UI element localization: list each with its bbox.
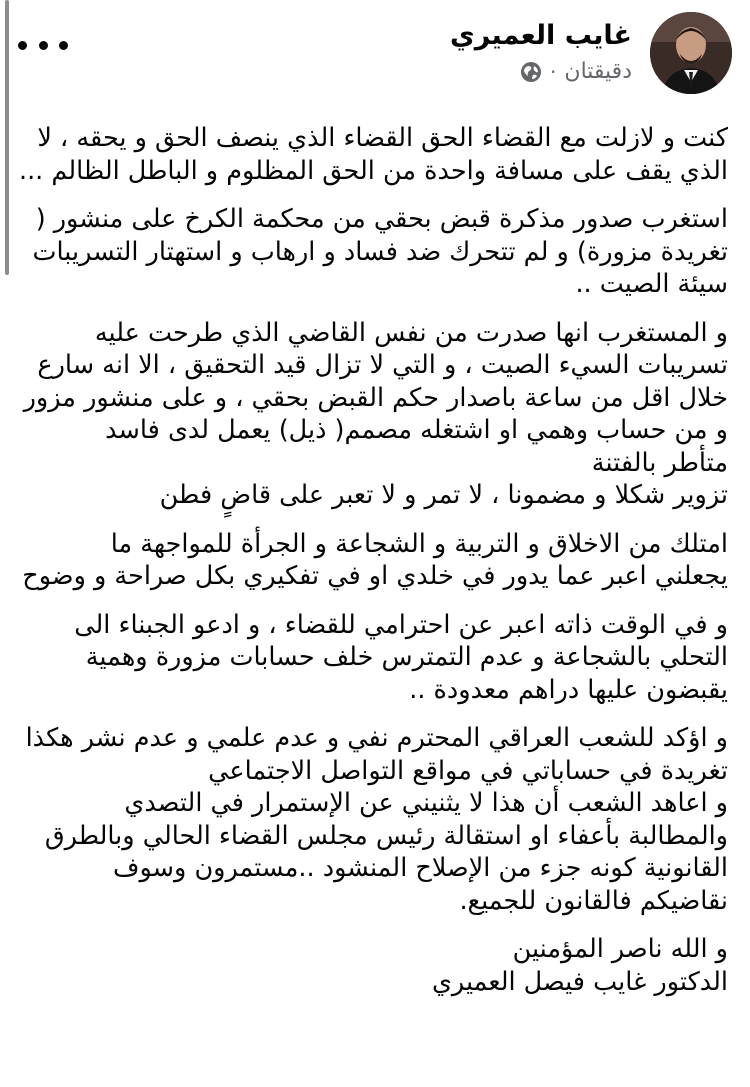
text-line: تزوير شكلا و مضمونا ، لا تمر و لا تعبر على قاضٍ فطن <box>159 480 728 510</box>
text-line: امتلك من الاخلاق و التربية و الشجاعة و الجرأة للمواجهة ما <box>110 528 728 559</box>
post-time[interactable]: دقيقتان <box>564 59 632 84</box>
more-horizontal-icon <box>59 41 68 50</box>
paragraph-3 <box>18 317 728 512</box>
author-block <box>450 18 632 86</box>
text-line: يجعلني اعبر عما يدور في خلدي او في تفكيري بكل صراحة و وضوح <box>22 561 728 591</box>
signature: الدكتور غايب فيصل العميري <box>431 966 728 997</box>
text-line: يقبضون عليها دراهم معدودة .. <box>409 674 728 705</box>
more-dot <box>39 41 48 50</box>
post-meta <box>450 58 632 86</box>
text-line: تغريدة مزورة) و لم تتحرك ضد فساد و ارهاب و استهتار التسريبات <box>32 236 728 267</box>
paragraph-7 <box>18 933 728 998</box>
text-line: و اعاهد الشعب أن هذا لا يثنيني عن الإستمرار في التصدي <box>124 788 728 818</box>
more-options-button[interactable] <box>18 30 68 60</box>
paragraph-6 <box>18 722 728 917</box>
paragraph-2 <box>18 203 728 301</box>
post-header <box>18 12 732 98</box>
text-line: خلال اقل من ساعة باصدار حكم القبض بحقي ، و على منشور مزور <box>23 382 728 413</box>
text-line: كنت و لازلت مع القضاء الحق القضاء الذي ينصف الحق و يحقه ، لا <box>37 123 728 153</box>
text-line: و المستغرب انها صدرت من نفس القاضي الذي طرحت عليه <box>94 317 728 348</box>
paragraph-1 <box>18 122 728 187</box>
text-line: والمطالبة بأعفاء او استقالة رئيس مجلس القضاء الحالي وبالطرق <box>44 820 728 851</box>
text-line: القانونية كونه جزء من الإصلاح المنشود ..مستمرون وسوف <box>113 853 728 883</box>
text-line: تغريدة في حساباتي في مواقع التواصل الاجتماعي <box>208 755 728 786</box>
text-line: الذي يقف على مسافة واحدة من الحق المظلوم و الباطل الظالم ... <box>18 155 728 186</box>
text-line: التحلي بالشجاعة و عدم التمترس خلف حسابات مزورة وهمية <box>85 642 728 672</box>
text-line: و الله ناصر المؤمنين <box>512 934 728 964</box>
author-name[interactable]: غايب العميري <box>450 20 632 51</box>
paragraph-5 <box>18 609 728 707</box>
more-dot <box>18 41 27 50</box>
text-line: و من حساب وهمي او اشتغله مصمم( ذيل) يعمل لدى فاسد <box>105 415 728 445</box>
globe-icon[interactable] <box>520 61 542 83</box>
scrollbar[interactable] <box>5 0 9 275</box>
text-line: و في الوقت ذاته اعبر عن احترامي للقضاء ، و ادعو الجبناء الى <box>74 609 728 640</box>
meta-separator: · <box>550 60 557 84</box>
post-text <box>18 122 728 1014</box>
text-line: تسريبات السيء الصيت ، و التي لا تزال قيد التحقيق ، الا انه سارع <box>37 350 728 380</box>
paragraph-4 <box>18 528 728 593</box>
text-line: استغرب صدور مذكرة قبض بحقي من محكمة الكرخ على منشور ( <box>35 204 728 234</box>
text-line: و اؤكد للشعب العراقي المحترم نفي و عدم علمي و عدم نشر هكذا <box>25 723 728 753</box>
avatar[interactable] <box>650 12 732 94</box>
text-line: متأطر بالفتنة <box>591 447 728 478</box>
text-line: سيئة الصيت .. <box>575 269 728 299</box>
text-line: نقاضيكم فالقانون للجميع. <box>459 885 728 916</box>
